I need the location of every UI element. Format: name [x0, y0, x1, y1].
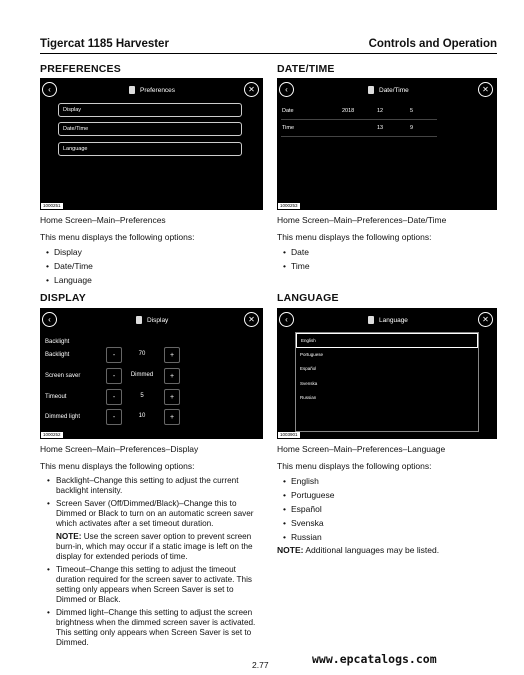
list-item: • Backlight–Change this setting to adjust the current backlight intensity. — [40, 476, 264, 496]
menu-item-display[interactable]: Display — [58, 103, 242, 117]
list-item: • English — [277, 474, 334, 488]
list-item: • Screen Saver (Off/Dimmed/Black)–Change this to Dimmed or Black to turn on an automatic screen saver which activates after a set timeout duration. NOTE: Use the screen saver option to prevent screen burn-in, which may occur if a static image is left on the display for extended periods of time. — [40, 499, 264, 562]
screen-saver-minus-button[interactable]: - — [106, 368, 122, 384]
list-item: • Time — [277, 259, 310, 273]
language-item-russian[interactable]: Russian — [300, 395, 317, 400]
dimmed-light-minus-button[interactable]: - — [106, 409, 122, 425]
screen-saver-label: Screen saver — [45, 373, 81, 379]
dimmed-light-plus-button[interactable]: + — [164, 409, 180, 425]
preferences-options — [40, 245, 93, 287]
date-time-options — [277, 245, 310, 273]
backlight-plus-button[interactable]: + — [164, 347, 180, 363]
document-title: Tigercat 1185 Harvester — [40, 38, 169, 50]
language-item-english[interactable]: English — [296, 333, 478, 348]
display-intro: This menu displays the following options: — [40, 461, 195, 471]
figure-id: 1003901 — [280, 432, 298, 437]
back-arrow-icon[interactable]: ‹ — [279, 82, 294, 97]
back-arrow-icon[interactable]: ‹ — [42, 312, 57, 327]
language-intro: This menu displays the following options: — [277, 461, 432, 471]
dimmed-light-value: 10 — [138, 413, 146, 419]
language-item-svenska[interactable]: Svenska — [300, 380, 318, 386]
backlight-label: Backlight — [45, 352, 70, 358]
list-item: • Date/Time — [40, 259, 93, 273]
display-note: NOTE: Use the screen saver option to prevent screen burn-in, which may occur if a static image is left on the display for extended periods of time. — [56, 532, 253, 561]
document-icon — [136, 316, 142, 324]
display-caption: Home Screen–Main–Preferences–Display — [40, 444, 199, 454]
list-item: • Display — [40, 245, 93, 259]
timeout-plus-button[interactable]: + — [164, 389, 180, 405]
screen-title: Display — [136, 316, 168, 324]
back-arrow-icon[interactable]: ‹ — [279, 312, 294, 327]
language-options — [277, 474, 334, 544]
display-screen — [40, 308, 263, 439]
close-icon[interactable]: ✕ — [478, 312, 493, 327]
timeout-value: 5 — [140, 393, 144, 399]
display-option-descriptions — [40, 476, 264, 651]
language-list — [295, 332, 479, 432]
list-item: • Svenska — [277, 516, 334, 530]
dimmed-light-label: Dimmed light — [45, 414, 81, 420]
menu-item-date-time[interactable]: Date/Time — [58, 122, 242, 136]
language-note: NOTE: Additional languages may be listed. — [277, 545, 440, 555]
list-item: • Timeout–Change this setting to adjust the timeout duration required for the screen saver to activate. This setting only appears when Screen Saver is set to Dimmed or Black. — [40, 565, 264, 605]
language-screen — [277, 308, 497, 439]
screen-saver-plus-button[interactable]: + — [164, 368, 180, 384]
date-row[interactable]: Date 2018 12 5 — [281, 103, 437, 120]
figure-id: 1000253 — [280, 203, 298, 208]
back-arrow-icon[interactable]: ‹ — [42, 82, 57, 97]
list-item: • Language — [40, 273, 93, 287]
preferences-caption: Home Screen–Main–Preferences — [40, 215, 166, 225]
list-item: • Russian — [277, 530, 334, 544]
language-item-espanol[interactable]: Español — [300, 366, 317, 371]
backlight-value: 70 — [138, 351, 146, 357]
menu-item-language[interactable]: Language — [58, 142, 242, 156]
language-heading: LANGUAGE — [277, 292, 339, 304]
timeout-label: Timeout — [45, 394, 67, 400]
preferences-screen — [40, 78, 263, 210]
display-heading: DISPLAY — [40, 292, 86, 304]
screen-saver-value: Dimmed — [130, 372, 154, 378]
screen-title: Date/Time — [368, 86, 409, 94]
page-number: 2.77 — [252, 660, 269, 670]
list-item: • Dimmed light–Change this setting to adjust the screen brightness when the dimmed screen saver is activated. This setting only appears when Screen Saver is set to Dimmed. — [40, 608, 264, 648]
list-item: • Date — [277, 245, 310, 259]
screen-title: Language — [368, 316, 408, 324]
preferences-heading: PREFERENCES — [40, 63, 121, 75]
language-item-portuguese[interactable]: Portuguese — [300, 351, 324, 357]
screen-title: Preferences — [129, 86, 175, 94]
document-icon — [368, 86, 374, 94]
backlight-section-label: Backlight — [45, 339, 70, 345]
language-caption: Home Screen–Main–Preferences–Language — [277, 444, 446, 454]
watermark: www.epcatalogs.com — [312, 652, 437, 666]
figure-id: 1000252 — [43, 432, 61, 437]
date-time-caption: Home Screen–Main–Preferences–Date/Time — [277, 215, 447, 225]
document-icon — [368, 316, 374, 324]
time-row[interactable]: Time 13 9 — [281, 120, 437, 137]
close-icon[interactable]: ✕ — [244, 312, 259, 327]
list-item: • Portuguese — [277, 488, 334, 502]
chapter-title: Controls and Operation — [368, 38, 497, 50]
preferences-intro: This menu displays the following options: — [40, 232, 195, 242]
timeout-minus-button[interactable]: - — [106, 389, 122, 405]
close-icon[interactable]: ✕ — [478, 82, 493, 97]
close-icon[interactable]: ✕ — [244, 82, 259, 97]
list-item: • Español — [277, 502, 334, 516]
backlight-minus-button[interactable]: - — [106, 347, 122, 363]
date-time-intro: This menu displays the following options: — [277, 232, 432, 242]
date-time-heading: DATE/TIME — [277, 63, 335, 75]
figure-id: 1000251 — [43, 203, 61, 208]
header-divider — [40, 53, 497, 54]
document-icon — [129, 86, 135, 94]
date-time-screen — [277, 78, 497, 210]
